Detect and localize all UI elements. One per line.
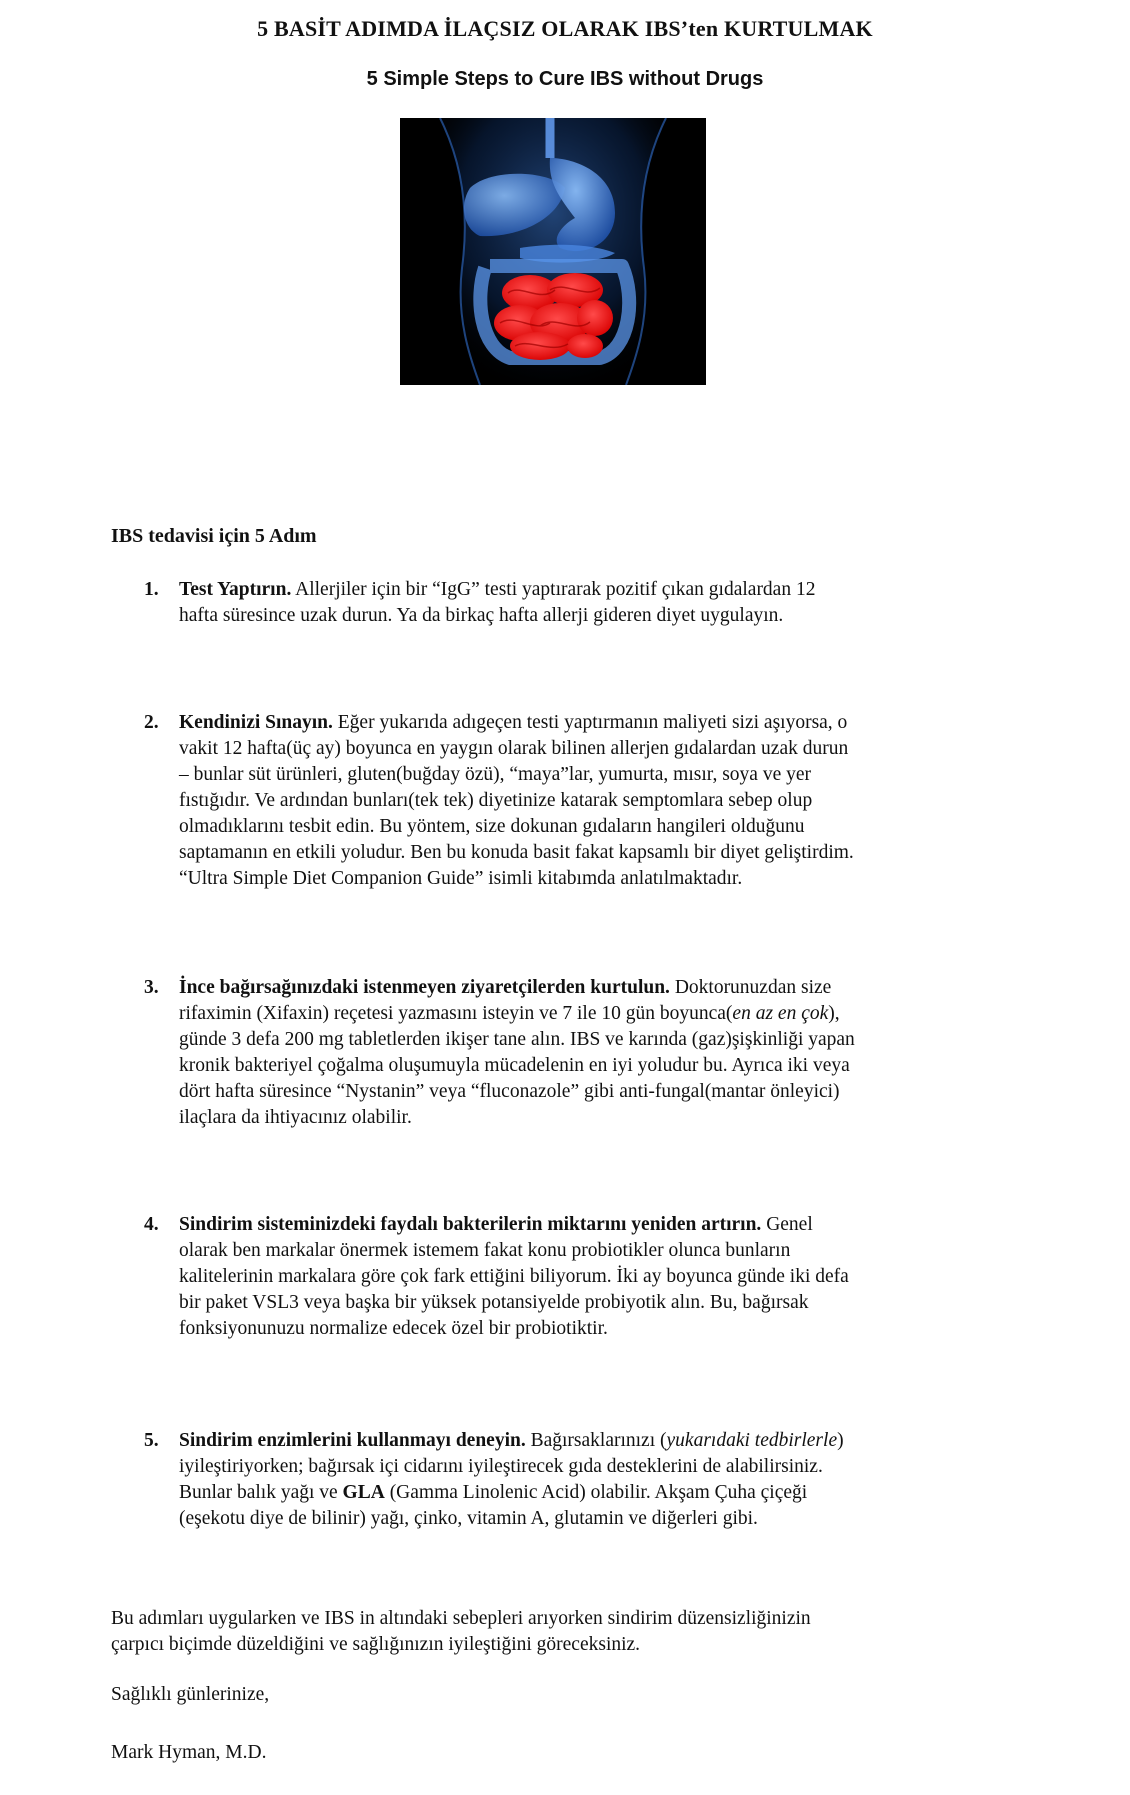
- step-line: günde 3 defa 200 mg tabletlerden ikişer tane alın. IBS ve karında (gaz)şişkinliği yapan: [179, 1029, 855, 1050]
- step-line: saptamanın en etkili yoludur. Ben bu konuda basit fakat kapsamlı bir diyet geliştirdim.: [179, 842, 854, 863]
- step-line: olmadıklarını tesbit edin. Bu yöntem, size dokunan gıdaların hangileri olduğunu: [179, 816, 805, 837]
- step-number: 1.: [144, 579, 159, 600]
- step-line: “Ultra Simple Diet Companion Guide” isimli kitabımda anlatılmaktadır.: [179, 868, 743, 889]
- step-body: [179, 577, 999, 629]
- step-line: Kendinizi Sınayın. Eğer yukarıda adıgeçen testi yaptırmanın maliyeti sizi aşıyorsa, o: [179, 712, 848, 733]
- step-body: [179, 975, 999, 1131]
- step-number: 4.: [144, 1214, 159, 1235]
- step-line: fıstığıdır. Ve ardından bunları(tek tek) diyetinize katarak semptomlara sebep olup: [179, 790, 813, 811]
- step-line: olarak ben markalar önermek istemem fakat konu probiotikler olunca bunların: [179, 1240, 791, 1261]
- step-line: dört hafta süresince “Nystanin” veya “fluconazole” gibi anti-fungal(mantar önleyici): [179, 1081, 840, 1102]
- step-body: [179, 1212, 999, 1342]
- step-line: Test Yaptırın. Allerjiler için bir “IgG” testi yaptırarak pozitif çıkan gıdalardan 12: [179, 579, 816, 600]
- step-number: 2.: [144, 712, 159, 733]
- step-title: Sindirim sisteminizdeki faydalı bakterilerin miktarını yeniden artırın.: [179, 1214, 762, 1235]
- step-line: Bunlar balık yağı ve GLA (Gamma Linolenic Acid) olabilir. Akşam Çuha çiçeği: [179, 1482, 808, 1503]
- title-english: 5 Simple Steps to Cure IBS without Drugs: [366, 68, 764, 90]
- signature: Mark Hyman, M.D.: [111, 1742, 267, 1763]
- step-number: 3.: [144, 977, 159, 998]
- step-title: Kendinizi Sınayın.: [179, 712, 333, 733]
- step-line: Sindirim enzimlerini kullanmayı deneyin. Bağırsaklarınızı (yukarıdaki tedbirlerle): [179, 1430, 844, 1451]
- step-line: Sindirim sisteminizdeki faydalı bakterilerin miktarını yeniden artırın. Genel: [179, 1214, 813, 1235]
- closing-paragraph: [111, 1606, 1011, 1658]
- step-line: İnce bağırsağınızdaki istenmeyen ziyaretçilerden kurtulun. Doktorunuzdan size: [179, 977, 832, 998]
- step-line: fonksiyonunuzu normalize edecek özel bir probiotiktir.: [179, 1318, 608, 1339]
- closing-line: çarpıcı biçimde düzeldiğini ve sağlığınızın iyileştiğini göreceksiniz.: [111, 1634, 641, 1655]
- title-turkish: 5 BASİT ADIMDA İLAÇSIZ OLARAK IBS’ten KURTULMAK: [257, 16, 873, 41]
- step-title: Sindirim enzimlerini kullanmayı deneyin.: [179, 1430, 526, 1451]
- step-line: iyileştiriyorken; bağırsak içi cidarını iyileştirecek gıda desteklerini de alabilirsiniz.: [179, 1456, 823, 1477]
- step-title: İnce bağırsağınızdaki istenmeyen ziyaretçilerden kurtulun.: [179, 977, 670, 998]
- greeting: Sağlıklı günlerinize,: [111, 1684, 270, 1705]
- step-body: [179, 1428, 999, 1532]
- step-line: kalitelerinin markalara göre çok fark ettiğini biliyorum. İki ay boyunca günde iki defa: [179, 1266, 849, 1287]
- step-line: hafta süresince uzak durun. Ya da birkaç hafta allerji gideren diyet uygulayın.: [179, 605, 784, 626]
- step-line: rifaximin (Xifaxin) reçetesi yazmasını isteyin ve 7 ile 10 gün boyunca(en az en çok),: [179, 1003, 840, 1024]
- closing-line: Bu adımları uygularken ve IBS in altındaki sebepleri arıyorken sindirim düzensizliğinizin: [111, 1608, 811, 1629]
- step-line: bir paket VSL3 veya başka bir yüksek potansiyelde probiyotik alın. Bu, bağırsak: [179, 1292, 809, 1313]
- digestive-system-illustration: [400, 118, 706, 385]
- step-body: [179, 710, 999, 892]
- section-heading: IBS tedavisi için 5 Adım: [111, 525, 317, 547]
- step-line: kronik bakteriyel çoğalma oluşumuyla mücadelenin en iyi yoludur bu. Ayrıca iki veya: [179, 1055, 850, 1076]
- step-line: ilaçlara da ihtiyacınız olabilir.: [179, 1107, 412, 1128]
- step-title: Test Yaptırın.: [179, 579, 292, 600]
- step-line: vakit 12 hafta(üç ay) boyunca en yaygın olarak bilinen allerjen gıdalardan uzak durun: [179, 738, 849, 759]
- step-number: 5.: [144, 1430, 159, 1451]
- step-line: – bunlar süt ürünleri, gluten(buğday özü), “maya”lar, yumurta, mısır, soya ve yer: [179, 764, 811, 785]
- step-line: (eşekotu diye de bilinir) yağı, çinko, vitamin A, glutamin ve diğerleri gibi.: [179, 1508, 758, 1529]
